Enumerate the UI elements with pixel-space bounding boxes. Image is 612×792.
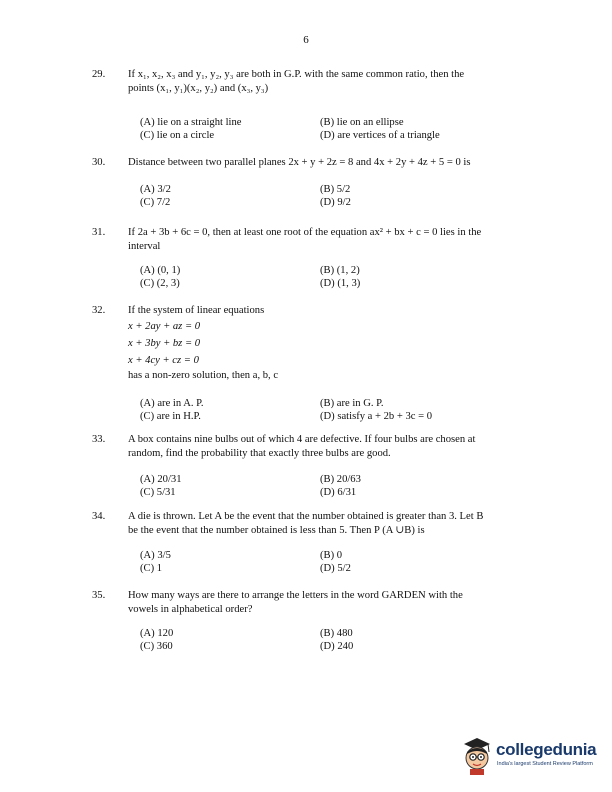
option-a: (A) lie on a straight line <box>140 117 242 128</box>
option-d: (D) (1, 3) <box>320 277 361 289</box>
option-b: (B) 20/63 <box>320 474 361 485</box>
question-33 <box>92 433 522 461</box>
equation-system <box>128 318 522 369</box>
question-number: 29. <box>92 69 106 80</box>
option-d: (D) 6/31 <box>320 486 357 498</box>
option-b: (B) 480 <box>320 628 353 639</box>
option-d: (D) 9/2 <box>320 196 351 208</box>
option-a: (A) are in A. P. <box>140 398 204 409</box>
question-number: 33. <box>92 434 106 445</box>
question-number: 35. <box>92 590 106 601</box>
question-number: 32. <box>92 305 106 316</box>
question-text <box>128 156 522 170</box>
question-text <box>128 589 522 617</box>
option-d: (D) 5/2 <box>320 562 351 574</box>
option-b: (B) lie on an ellipse <box>320 117 404 128</box>
question-text <box>128 226 522 254</box>
question-text-line: How many ways are there to arrange the letters in the word GARDEN with the <box>128 590 463 601</box>
option-c: (C) lie on a circle <box>140 129 215 141</box>
question-text-line: If 2a + 3b + 6c = 0, then at least one root of the equation ax² + bx + c = 0 lies in the <box>128 227 482 238</box>
option-c: (C) 360 <box>140 640 173 652</box>
question-text-line: Distance between two parallel planes 2x + y + 2z = 8 and 4x + 2y + 4z + 5 = 0 is <box>128 157 471 168</box>
question-text-line: If the system of linear equations <box>128 305 265 316</box>
option-c: (C) (2, 3) <box>140 277 180 289</box>
question-text-line: has a non-zero solution, then a, b, c <box>128 370 279 381</box>
option-c: (C) 7/2 <box>140 196 171 208</box>
question-text-line: points (x₁, y₁)(x₂, y₂) and (x₃, y₃) <box>128 83 269 94</box>
question-text-line: vowels in alphabetical order? <box>128 604 253 615</box>
option-b: (B) (1, 2) <box>320 265 360 276</box>
equation: x + 3by + bz = 0 <box>128 338 201 349</box>
question-text <box>128 68 522 96</box>
option-a: (A) 120 <box>140 628 174 639</box>
option-d: (D) 240 <box>320 640 354 652</box>
question-34 <box>92 510 522 538</box>
option-b: (B) 5/2 <box>320 184 351 195</box>
question-35 <box>92 589 522 617</box>
option-d: (D) are vertices of a triangle <box>320 129 440 141</box>
page-number: 6 <box>303 34 309 46</box>
logo-tagline: India's largest Student Review Platform <box>497 761 593 767</box>
question-text-line: If x₁, x₂, x₃ and y₁, y₂, y₃ are both in G.P. with the same common ratio, then the <box>128 69 465 80</box>
question-text <box>128 433 522 461</box>
question-text-line: interval <box>128 241 161 252</box>
question-31 <box>92 226 522 254</box>
equation: x + 4cy + cz = 0 <box>128 355 199 366</box>
question-30 <box>92 156 522 170</box>
equation: x + 2ay + az = 0 <box>128 321 201 332</box>
question-number: 31. <box>92 227 106 238</box>
question-number: 34. <box>92 511 106 522</box>
option-a: (A) 3/5 <box>140 550 171 561</box>
question-text-line: A box contains nine bulbs out of which 4 are defective. If four bulbs are chosen at <box>128 434 476 445</box>
mascot-icon <box>460 736 494 776</box>
option-c: (C) 1 <box>140 562 163 574</box>
option-b: (B) 0 <box>320 550 343 561</box>
option-c: (C) 5/31 <box>140 486 176 498</box>
question-text-line: be the event that the number obtained is less than 5. Then P (A ∪B) is <box>128 525 425 536</box>
question-text <box>128 304 522 383</box>
option-a: (A) 20/31 <box>140 474 182 485</box>
option-c: (C) are in H.P. <box>140 410 201 422</box>
question-text-line: A die is thrown. Let A be the event that the number obtained is greater than 3. Let B <box>128 511 484 522</box>
question-29 <box>92 68 522 96</box>
question-number: 30. <box>92 157 106 168</box>
logo-wordmark: collegedunia <box>496 740 597 759</box>
question-text-line: random, find the probability that exactly three bulbs are good. <box>128 448 391 459</box>
option-a: (A) (0, 1) <box>140 265 181 276</box>
option-b: (B) are in G. P. <box>320 398 384 409</box>
collegedunia-logo <box>460 736 610 776</box>
question-text <box>128 510 522 538</box>
question-32 <box>92 304 522 383</box>
option-d: (D) satisfy a + 2b + 3c = 0 <box>320 410 433 422</box>
option-a: (A) 3/2 <box>140 184 171 195</box>
